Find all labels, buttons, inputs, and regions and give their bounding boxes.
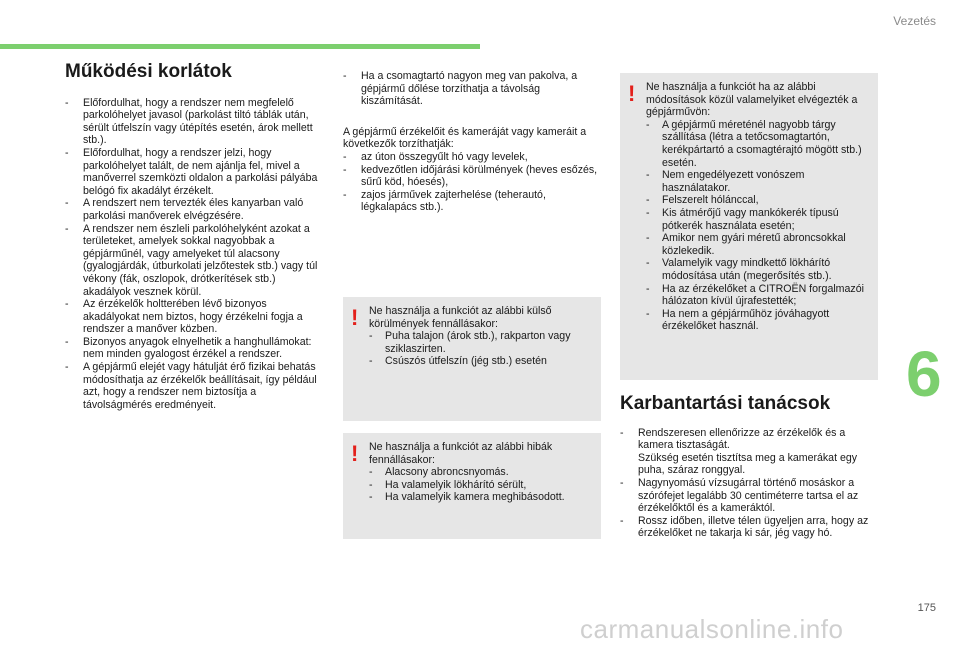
maintenance-list (620, 427, 880, 540)
list-item: - A rendszer nem észleli parkolóhelyként azokat a területeket, amelyek sokkal nagyobbak a gépjárműnél, vagy amelyeket túl alacsony (gyalogjárdák, útburkolati jelzőtestek stb.) vagy túl vékony (fák, oszlopok, drótkerítések stb.) akadályok vesznek körül. (65, 223, 325, 299)
list-item: - Ha valamelyik kamera meghibásodott. (369, 491, 593, 504)
warning-box-faults (343, 433, 601, 539)
list-item: - Ha a csomagtartó nagyon meg van pakolva, a gépjármű dőlése torzíthatja a távolság kiszámítását. (343, 70, 601, 108)
interference-list (343, 151, 601, 214)
maintenance-tips-title: Karbantartási tanácsok (620, 393, 831, 414)
warning-box-external-conditions (343, 297, 601, 421)
warning-exclamation-icon: ! (628, 81, 636, 106)
list-item: - Valamelyik vagy mindkettő lökhárító módosítása után (megerősítés stb.). (646, 257, 870, 282)
list-item: - az úton összegyűlt hó vagy levelek, (343, 151, 601, 164)
list-item: - Amikor nem gyári méretű abroncsokkal közlekedik. (646, 232, 870, 257)
page-number: 175 (917, 602, 936, 614)
section-label: Vezetés (893, 14, 936, 28)
warning-exclamation-icon: ! (351, 441, 359, 466)
list-item: - A rendszert nem tervezték éles kanyarban való parkolási manőverek elvégzésére. (65, 197, 325, 222)
header-accent-bar (0, 44, 480, 49)
list-item: - Rossz időben, illetve télen ügyeljen arra, hogy az érzékelőket ne takarja ki sár, jég vagy hó. (620, 515, 880, 540)
list-item: - Előfordulhat, hogy a rendszer nem megfelelő parkolóhelyet javasol (parkolást tiltó táblák után, sérült útfelszín vagy útépítés esetén, árok mellett stb.). (65, 97, 325, 147)
list-item: - Ha valamelyik lökhárító sérült, (369, 479, 593, 492)
list-item: - zajos járművek zajterhelése (teherautó, légkalapács stb.). (343, 189, 601, 214)
watermark-text: carmanualsonline.info (580, 614, 844, 644)
load-note-list (343, 70, 601, 108)
list-item: - Nem engedélyezett vonószem használatakor. (646, 169, 870, 194)
middle-column (343, 70, 601, 214)
warning-list (369, 466, 593, 504)
operating-limits-title: Működési korlátok (65, 61, 232, 82)
warning-list (646, 119, 870, 333)
list-item: - Kis átmérőjű vagy mankókerék típusú pótkerék használata esetén; (646, 207, 870, 232)
maintenance-section (620, 393, 880, 540)
list-item: - Nagynyomású vízsugárral történő mosáskor a szórófejet legalább 30 centiméterre tartsa el az érzékelőktől és a kameráktól. (620, 477, 880, 515)
warning-intro: Ne használja a funkciót az alábbi külső körülmények fennállásakor: (369, 305, 552, 330)
list-item: - Puha talajon (árok stb.), rakparton vagy sziklaszirten. (369, 330, 593, 355)
list-item: - Felszerelt hólánccal, (646, 194, 870, 207)
list-item: - Rendszeresen ellenőrizze az érzékelők és a kamera tisztaságát. Szükség esetén tisztítsa meg a kamerákat egy puha, száraz ronggyal. (620, 427, 880, 477)
list-item: - A gépjármű elejét vagy hátulját érő fizikai behatás módosíthatja az érzékelők beállításait, így például azt, hogy a rendszer nem biztosítja a távolságmérés eredményeit. (65, 361, 325, 411)
warning-exclamation-icon: ! (351, 305, 359, 330)
list-item: - Az érzékelők holtterében lévő bizonyos akadályokat nem biztos, hogy érzékelni fogja a rendszer a manőver közben. (65, 298, 325, 336)
list-item: - A gépjármű méreténél nagyobb tárgy szállítása (létra a tetőcsomagtartón, kerékpártartó a csomagtérajtó mögött stb.) esetén. (646, 119, 870, 169)
warning-intro: Ne használja a funkciót az alábbi hibák fennállásakor: (369, 441, 553, 466)
list-item: - Csúszós útfelszín (jég stb.) esetén (369, 355, 593, 368)
list-item: - Bizonyos anyagok elnyelhetik a hanghullámokat: nem minden gyalogost érzékel a rendszer. (65, 336, 325, 361)
warning-list (369, 330, 593, 368)
warning-box-modifications (620, 73, 878, 380)
list-item: - kedvezőtlen időjárási körülmények (heves esőzés, sűrű köd, hóesés), (343, 164, 601, 189)
interference-paragraph: A gépjármű érzékelőit és kameráját vagy kameráit a következők torzíthatják: (343, 125, 587, 151)
chapter-number: 6 (906, 338, 942, 410)
list-item: - Ha az érzékelőket a CITROËN forgalmazói hálózaton kívül újrafestették; (646, 283, 870, 308)
warning-intro: Ne használja a funkciót ha az alábbi módosítások közül valamelyiket elvégezték a gépjárművön: (646, 81, 858, 119)
list-item: - Alacsony abroncsnyomás. (369, 466, 593, 479)
operating-limits-list (65, 97, 325, 412)
left-column (65, 61, 325, 411)
list-item: - Ha nem a gépjárműhöz jóváhagyott érzékelőket használ. (646, 308, 870, 333)
list-item: - Előfordulhat, hogy a rendszer jelzi, hogy parkolóhelyet talált, de nem ajánlja fel, mivel a manőverrel szemközti oldalon a parkolási pályába belógó fix akadályt érzékelt. (65, 147, 325, 197)
